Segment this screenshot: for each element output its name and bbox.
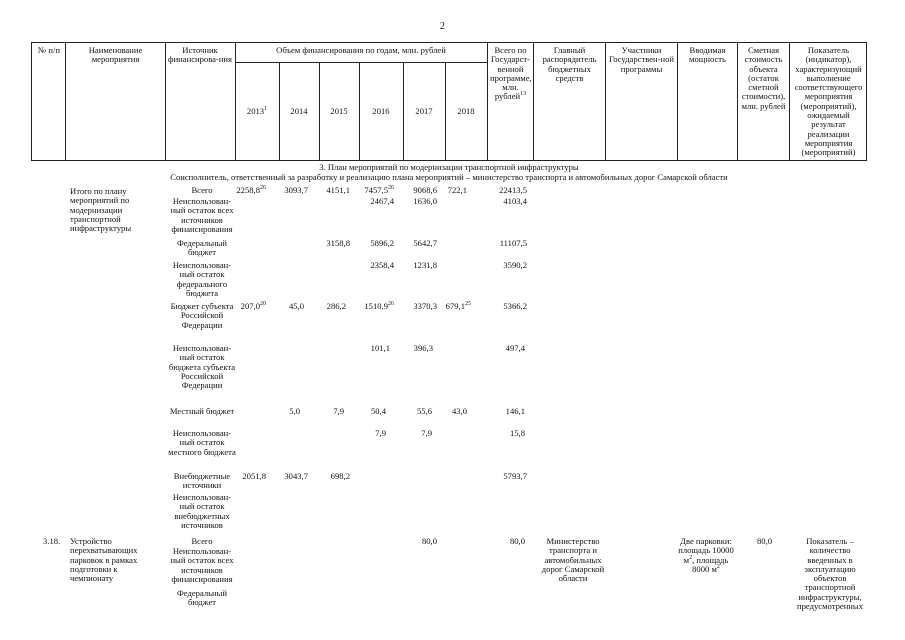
item-318-name: Устройство перехватывающих парковок в рамках подготовки к чемпионату bbox=[70, 536, 138, 584]
cell-2014: 5,0 bbox=[289, 406, 300, 416]
cell-2014: 3093,7 bbox=[284, 185, 308, 195]
cell-2017: 1231,8 bbox=[413, 260, 437, 270]
row-source: Неиспользован-ный остаток бюджета субъекта Российской Федерации bbox=[168, 343, 236, 391]
cell-2016: 1510,9$^{26}$ bbox=[364, 301, 394, 311]
header-num: № п/п bbox=[38, 45, 60, 55]
header-capacity: Вводимая мощность bbox=[689, 45, 726, 65]
item-318-src-federal: Федеральный бюджет bbox=[176, 588, 228, 608]
cell-total: 4103,4 bbox=[503, 196, 527, 206]
header-participants: Участники Государствен-ной программы bbox=[608, 45, 674, 74]
item-318-indicator: Показатель – количество введенных в эксплуатацию объектов транспортной инфраструктуры, предусмотренных bbox=[797, 536, 863, 611]
item-318-2017: 80,0 bbox=[421, 536, 437, 546]
row-source: Местный бюджет bbox=[169, 406, 235, 416]
cell-2015: 3158,8 bbox=[326, 238, 350, 248]
cell-2016: 5896,2 bbox=[370, 238, 394, 248]
item-318-total: 80,0 bbox=[509, 536, 525, 546]
cell-2017: 55,6 bbox=[416, 406, 432, 416]
item-318-src-unused: Неиспользован-ный остаток всех источников финансирования bbox=[170, 546, 234, 584]
header-name: Наименование мероприятия bbox=[88, 45, 143, 65]
cell-2017: 9068,6 bbox=[413, 185, 437, 195]
item-318-estimate: 80,0 bbox=[757, 536, 773, 546]
cell-2016: 7,9 bbox=[375, 428, 386, 438]
section-title: 3. План мероприятий по модернизации транспортной инфраструктуры bbox=[319, 162, 579, 172]
cell-2013: 207,0$^{20}$ bbox=[240, 301, 266, 311]
cell-2015: 286,2 bbox=[326, 301, 346, 311]
cell-total: 3590,2 bbox=[503, 260, 527, 270]
row-source: Всего bbox=[191, 185, 213, 195]
page-number: 2 bbox=[440, 21, 445, 32]
row-source: Неиспользован-ный остаток местного бюджета bbox=[168, 428, 236, 457]
cell-total: 497,4 bbox=[505, 343, 525, 353]
cell-2017: 3370,3 bbox=[413, 301, 437, 311]
header-source: Источник финансирова-ния bbox=[168, 45, 232, 65]
cell-2015: 7,9 bbox=[333, 406, 344, 416]
cell-2015: 4151,1 bbox=[326, 185, 350, 195]
cell-2016: 101,1 bbox=[370, 343, 390, 353]
header-total: Всего по Государст-венной программе, млн. рублей$^{13}$ bbox=[490, 45, 532, 102]
row-source: Внебюджетные источники bbox=[173, 471, 231, 491]
cell-2013: 2258,8$^{26}$ bbox=[236, 185, 266, 195]
section-executor: Соисполнитель, ответственный за разработку и реализацию плана мероприятий – министерство транспорта и автомобильных дорог Самарской области bbox=[170, 172, 728, 182]
item-318-src-total: Всего bbox=[191, 536, 213, 546]
year-2014: 2014 bbox=[290, 106, 308, 116]
header-indicator: Показатель (индикатор), характеризующий выполнение соответствующего мероприятия (мероприятий), ожидаемый результат реализации мероприятия (мероприятий) bbox=[794, 45, 863, 158]
cell-2016: 50,4 bbox=[370, 406, 386, 416]
cell-2013: 2051,8 bbox=[242, 471, 266, 481]
row-source: Бюджет субъекта Российской Федерации bbox=[170, 301, 234, 330]
item-318-capacity: Две парковки: площадь 10000 $м^2$, площадь 8000 $м^2$ bbox=[678, 536, 734, 574]
cell-total: 11107,5 bbox=[499, 238, 527, 248]
cell-total: 5366,2 bbox=[503, 301, 527, 311]
cell-total: 146,1 bbox=[505, 406, 525, 416]
row-source: Неиспользован-ный остаток внебюджетных источников bbox=[172, 492, 232, 530]
summary-name: Итого по плану мероприятий по модернизации транспортной инфраструктуры bbox=[70, 186, 132, 234]
row-source: Федеральный бюджет bbox=[176, 238, 228, 258]
row-source: Неиспользован-ный остаток федерального бюджета bbox=[172, 260, 232, 298]
cell-2016: 2467,4 bbox=[370, 196, 394, 206]
year-2018: 2018 bbox=[457, 106, 475, 116]
cell-2017: 7,9 bbox=[421, 428, 432, 438]
cell-2016: 7457,5$^{26}$ bbox=[364, 185, 394, 195]
cell-total: 22413,5 bbox=[499, 185, 527, 195]
header-volume: Объем финансирования по годам, млн. рублей bbox=[276, 45, 446, 55]
year-2016: 2016 bbox=[372, 106, 390, 116]
cell-2014: 3043,7 bbox=[284, 471, 308, 481]
cell-2018: 679,1$^{25}$ bbox=[445, 301, 471, 311]
year-2017: 2017 bbox=[415, 106, 433, 116]
cell-total: 15,8 bbox=[509, 428, 525, 438]
header-estimate: Сметная стоимость объекта (остаток сметной стоимости), млн. рублей bbox=[741, 45, 786, 111]
cell-2017: 5642,7 bbox=[413, 238, 437, 248]
cell-2015: 698,2 bbox=[330, 471, 350, 481]
cell-total: 5793,7 bbox=[503, 471, 527, 481]
cell-2016: 2358,4 bbox=[370, 260, 394, 270]
header-executor: Главный распорядитель бюджетных средств bbox=[542, 45, 597, 83]
cell-2018: 43,0 bbox=[451, 406, 467, 416]
row-source: Неиспользован-ный остаток всех источников финансирования bbox=[170, 196, 234, 234]
cell-2014: 45,0 bbox=[288, 301, 304, 311]
cell-2017: 396,3 bbox=[413, 343, 433, 353]
cell-2018: 722,1 bbox=[447, 185, 467, 195]
item-318-executor: Министерство транспорта и автомобильных дорог Самарской области bbox=[541, 536, 605, 584]
item-318-num: 3.18. bbox=[43, 536, 61, 546]
cell-2017: 1636,0 bbox=[413, 196, 437, 206]
year-2015: 2015 bbox=[330, 106, 348, 116]
year-2013: 2013$^1$ bbox=[246, 106, 268, 116]
table-header bbox=[31, 42, 867, 161]
